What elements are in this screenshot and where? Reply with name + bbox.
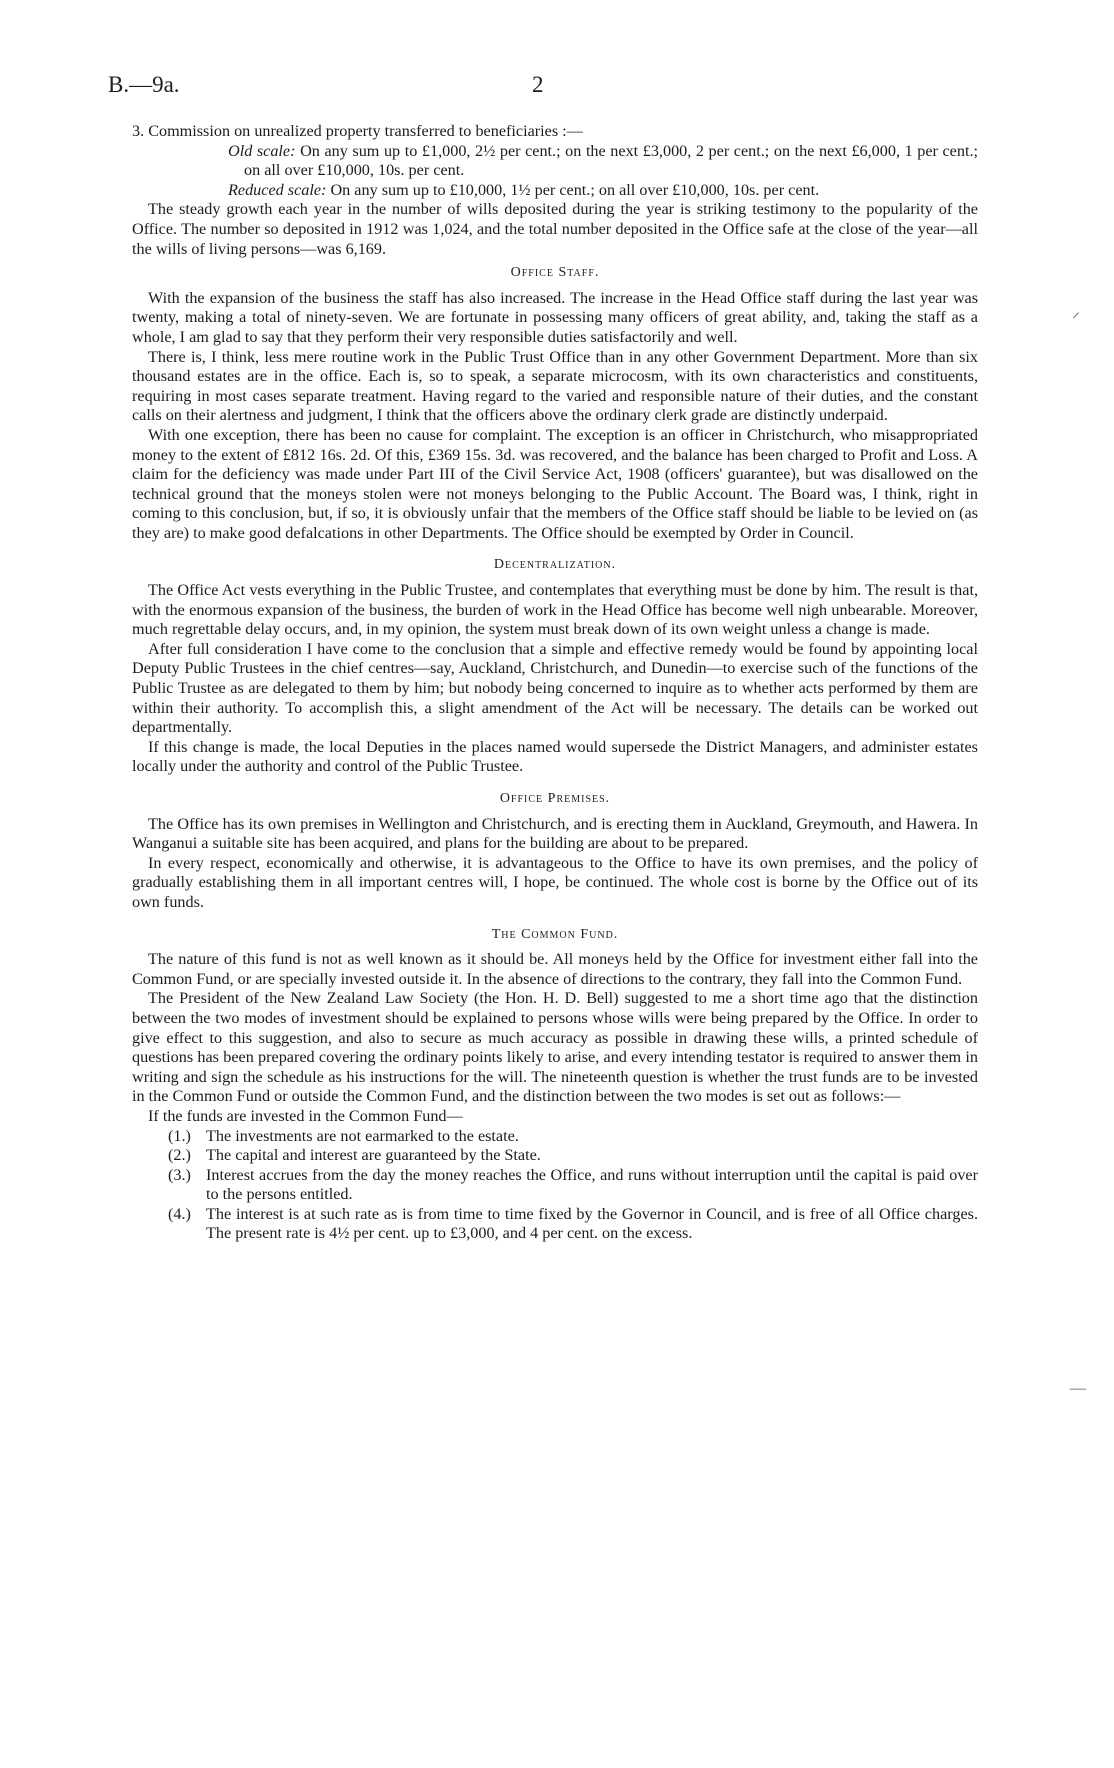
- running-head: [108, 72, 1008, 100]
- common-fund-paragraph: If the funds are invested in the Common Fund—: [148, 1106, 463, 1125]
- section-3-heading: 3. Commission on unrealized property transferred to beneficiaries :—: [132, 122, 583, 140]
- list-item-text: The capital and interest are guaranteed by the State.: [206, 1146, 541, 1165]
- list-item-text: The investments are not earmarked to the estate.: [206, 1126, 519, 1145]
- old-scale-text: On any sum up to £1,000, 2½ per cent.; on the next £3,000, 2 per cent.; on the next £6,000, 1 per cent.; on all over £10,000, 10s. per cent.: [244, 141, 979, 180]
- reduced-scale-text: On any sum up to £10,000, 1½ per cent.; on all over £10,000, 10s. per cent.: [330, 180, 820, 199]
- office-staff-paragraph: With one exception, there has been no cause for complaint. The exception is an officer in Christchurch, who misappropriated money to the extent of £812 16s. 2d. Of this, £369 15s. 3d. was recovered, and the balance has been charged to Profit and Loss. A claim for the deficiency was made under Part III of the Civil Service Act, 1908 (officers' guarantee), but was disallowed on the technical ground that the moneys stolen were not moneys belonging to the Public Account. The Board was, I think, right in coming to this conclusion, but, if so, it is obviously unfair that the members of the Office staff should be liable to be levied on (as they are) to make good defalcations in other Departments. The Office should be exempted by Order in Council.: [132, 425, 978, 542]
- decentralization-paragraph: If this change is made, the local Deputies in the places named would supersede the District Managers, and administer estates locally under the authority and control of the Public Trustee.: [132, 737, 978, 776]
- office-staff-paragraph: There is, I think, less mere routine work in the Public Trust Office than in any other Government Department. More than six thousand estates are in the office. Each is, so to speak, a separate microcosm, with its own characteristics and constituents, requiring in most cases separate treatment. Having regard to the varied and responsible nature of their duties, and the constant calls on their alertness and judgment, I think that the officers above the ordinary clerk grade are distinctly underpaid.: [132, 347, 978, 425]
- list-item-marker: (1.): [168, 1126, 191, 1145]
- office-staff-paragraph: With the expansion of the business the staff has also increased. The increase in the Head Office staff during the last year was twenty, making a total of ninety-seven. We are fortunate in possessing many officers of great ability, and, taking the staff as a whole, I am glad to say that they perform their very responsible duties satisfactorily and well.: [132, 288, 978, 346]
- list-item: [168, 1205, 978, 1244]
- office-premises-heading: Office Premises.: [499, 791, 611, 806]
- old-scale-label: Old scale:: [228, 141, 296, 160]
- document-body: [132, 122, 978, 1244]
- page-number: 2: [532, 72, 544, 97]
- reduced-scale-label: Reduced scale:: [228, 180, 327, 199]
- list-item-marker: (4.): [168, 1204, 191, 1223]
- decentralization-paragraph: The Office Act vests everything in the Public Trustee, and contemplates that everything must be done by him. The result is that, with the enormous expansion of the business, the burden of work in the Head Office has become well nigh unbearable. Moreover, much regrettable delay occurs, and, in my opinion, the system must break down of its own weight unless a change is made.: [132, 581, 978, 639]
- decentralization-heading: Decentralization.: [493, 557, 617, 573]
- office-premises-paragraph: The Office has its own premises in Wellington and Christchurch, and is erecting them in Auckland, Greymouth, and Hawera. In Wanganui a suitable site has been acquired, and plans for the building are about to be prepared.: [132, 814, 978, 853]
- common-fund-conditions-list: [168, 1127, 978, 1245]
- office-premises-paragraph: In every respect, economically and otherwise, it is advantageous to the Office to have its own premises, and the policy of gradually establishing them in all important centres will, I hope, be continued. The whole cost is borne by the Office out of its own funds.: [132, 853, 978, 911]
- reduced-scale-clause: [228, 181, 978, 201]
- list-item: [168, 1166, 978, 1205]
- list-item-text: The interest is at such rate as is from time to time fixed by the Governor in Council, and is free of all Office charges. The present rate is 4½ per cent. up to £3,000, and 4 per cent. on the excess.: [206, 1204, 978, 1243]
- office-staff-heading: Office Staff.: [510, 265, 600, 281]
- list-item-text: Interest accrues from the day the money reaches the Office, and runs without interruption until the capital is paid over to the persons entitled.: [206, 1165, 978, 1204]
- margin-mark: —: [1070, 1380, 1086, 1397]
- list-item-marker: (3.): [168, 1165, 191, 1184]
- common-fund-heading: The Common Fund.: [491, 926, 619, 942]
- list-item-marker: (2.): [168, 1146, 191, 1165]
- common-fund-paragraph: The President of the New Zealand Law Society (the Hon. H. D. Bell) suggested to me a short time ago that the distinction between the two modes of investment should be explained to persons whose wills were being prepared by the Office. In order to give effect to this suggestion, and also to secure as much accuracy as possible in drawing these wills, a printed schedule of questions has been prepared covering the ordinary points likely to arise, and every intending testator is required to answer them in writing and sign the schedule as his instructions for the will. The nineteenth question is whether the trust funds are to be invested in the Common Fund or outside the Common Fund, and the distinction between the two modes is set out as follows:—: [132, 989, 978, 1106]
- decentralization-paragraph: After full consideration I have come to the conclusion that a simple and effective remedy would be found by appointing local Deputy Public Trustees in the chief centres—say, Auckland, Christchurch, and Dunedin—to exercise such of the functions of the Public Trustee as are delegated to them by him; but nobody being concerned to inquire as to whether acts performed by them are within their authority. To accomplish this, a slight amendment of the Act will be necessary. The details can be worked out departmentally.: [132, 639, 978, 737]
- old-scale-clause: [228, 142, 978, 181]
- wills-paragraph: The steady growth each year in the number of wills deposited during the year is striking testimony to the popularity of the Office. The number so deposited in 1912 was 1,024, and the total number deposited in the Office safe at the close of the year—all the wills of living persons—was 6,169.: [132, 200, 978, 258]
- common-fund-paragraph: The nature of this fund is not as well known as it should be. All moneys held by the Office for investment either fall into the Common Fund, or are specially invested outside it. In the absence of directions to the contrary, they fall into the Common Fund.: [132, 950, 978, 988]
- margin-mark: ⸝: [1072, 304, 1081, 321]
- document-reference: B.—9a.: [108, 72, 180, 97]
- list-item: [168, 1146, 978, 1166]
- list-item: [168, 1127, 978, 1147]
